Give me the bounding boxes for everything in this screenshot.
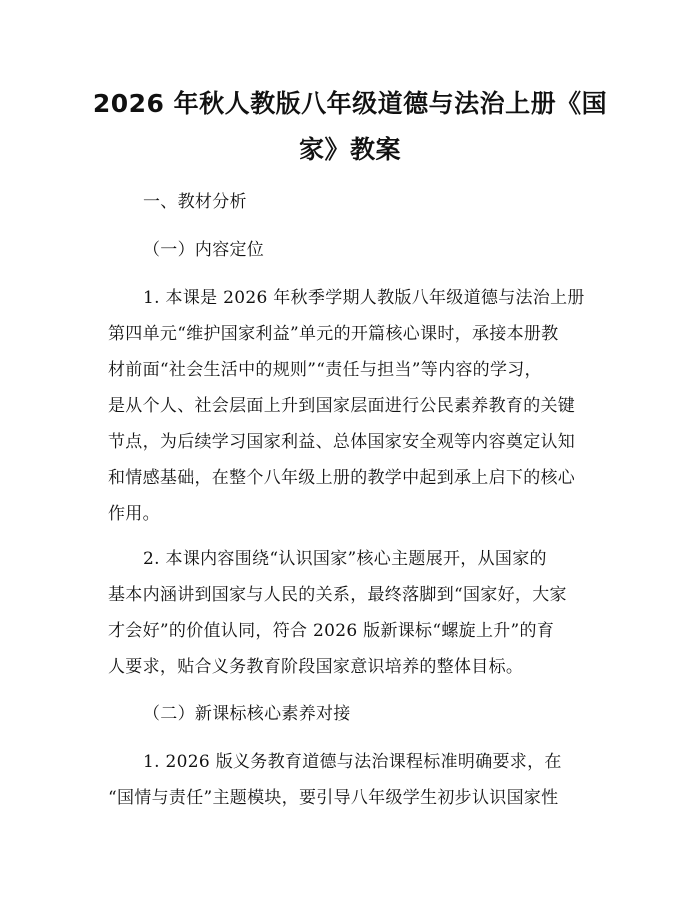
paragraph-line: 人要求，贴合义务教育阶段国家意识培养的整体目标。: [108, 657, 524, 677]
paragraph-line: 作用。: [108, 504, 160, 524]
paragraph-line: 节点，为后续学习国家利益、总体国家安全观等内容奠定认知: [108, 432, 576, 452]
paragraph-line: 基本内涵讲到国家与人民的关系，最终落脚到“国家好，大家: [108, 585, 567, 605]
section-heading-textbook-analysis: 一、教材分析: [143, 192, 247, 212]
paragraph-line: 才会好”的价值认同，符合 2026 版新课标“螺旋上升”的育: [108, 621, 555, 641]
paragraph-line: 1. 本课是 2026 年秋季学期人教版八年级道德与法治上册: [143, 288, 585, 308]
paragraph-line: 2. 本课内容围绕“认识国家”核心主题展开，从国家的: [143, 549, 547, 569]
paragraph-line: 和情感基础，在整个八年级上册的教学中起到承上启下的核心: [108, 468, 576, 488]
subsection-heading-core-literacy: （二）新课标核心素养对接: [143, 704, 351, 724]
paragraph-line: 是从个人、社会层面上升到国家层面进行公民素养教育的关键: [108, 396, 576, 416]
paragraph-line: 1. 2026 版义务教育道德与法治课程标准明确要求，在: [143, 752, 562, 772]
document-title-line-1: 2026 年秋人教版八年级道德与法治上册《国: [92, 89, 608, 118]
paragraph-line: 材前面“社会生活中的规则”“责任与担当”等内容的学习，: [108, 360, 542, 380]
paragraph-line: “国情与责任”主题模块，要引导八年级学生初步认识国家性: [108, 788, 559, 808]
document-title-line-2: 家》教案: [298, 135, 401, 164]
paragraph-line: 第四单元“维护国家利益”单元的开篇核心课时，承接本册教: [108, 324, 559, 344]
subsection-heading-content-positioning: （一）内容定位: [143, 240, 265, 260]
